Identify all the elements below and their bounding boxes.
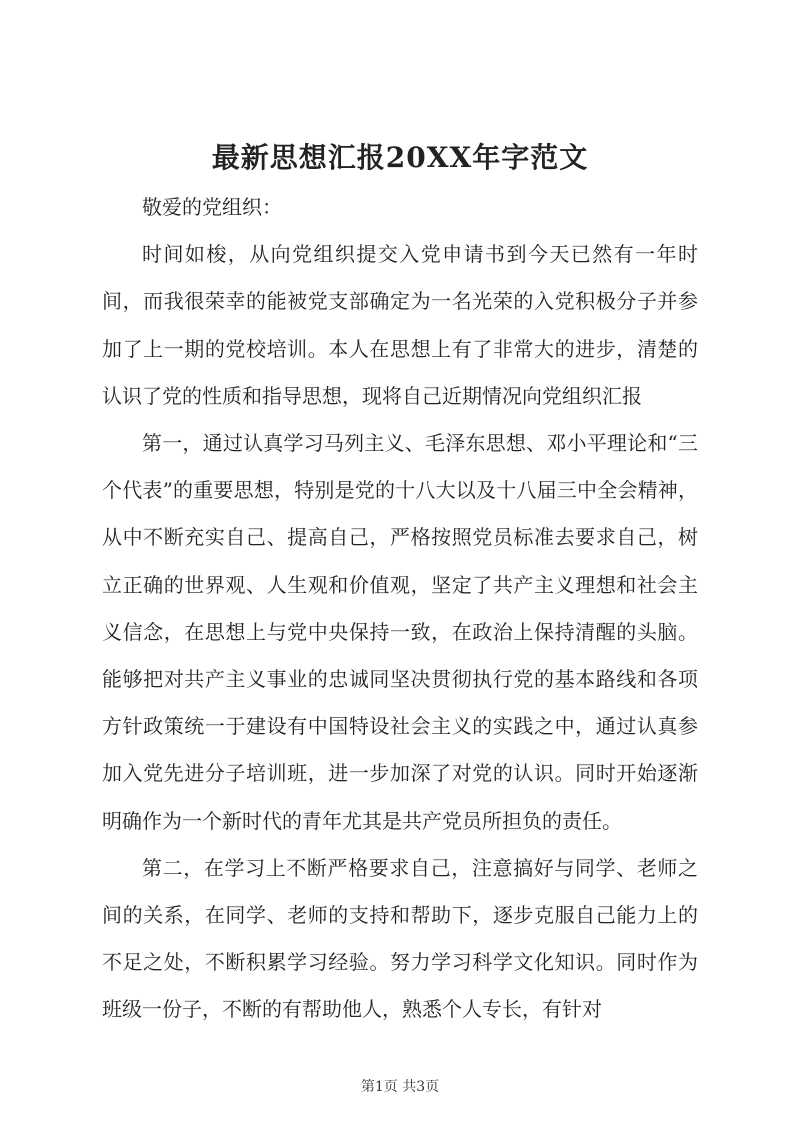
- document-title: 最新思想汇报20XX年字范文: [211, 141, 589, 174]
- paragraph-2: 第一，通过认真学习马列主义、毛泽东思想、邓小平理论和“三个代表”的重要思想，特别是党的十八大以及十八届三中全会精神，从中不断充实自己、提高自己，严格按照党员标准去要求自己，树立正确的世界观、人生观和价值观，坚定了共产主义理想和社会主义信念，在思想上与党中央保持一致，在政治上保持清醒的头脑。能够把对共产主义事业的忠诚同坚决贯彻执行党的基本路线和各项方针政策统一于建设有中国特设社会主义的实践之中，通过认真参加入党先进分子培训班，进一步加深了对党的认识。同时开始逐渐明确作为一个新时代的青年尤其是共产党员所担负的责任。: [102, 431, 698, 833]
- page-footer: 第1页 共3页: [360, 1079, 440, 1095]
- paragraph-1: 时间如梭，从向党组织提交入党申请书到今天已然有一年时间，而我很荣幸的能被党支部确定为一名光荣的入党积极分子并参加了上一期的党校培训。本人在思想上有了非常大的进步，清楚的认识了党的性质和指导思想，现将自己近期情况向党组织汇报: [102, 242, 698, 408]
- paragraph-3: 第二，在学习上不断严格要求自己，注意搞好与同学、老师之间的关系，在同学、老师的支持和帮助下，逐步克服自己能力上的不足之处，不断积累学习经验。努力学习科学文化知识。同时作为班级一份子，不断的有帮助他人，熟悉个人专长，有针对: [102, 855, 698, 1022]
- document-body: [102, 184, 698, 1034]
- salutation: 敬爱的党组织：: [142, 195, 282, 219]
